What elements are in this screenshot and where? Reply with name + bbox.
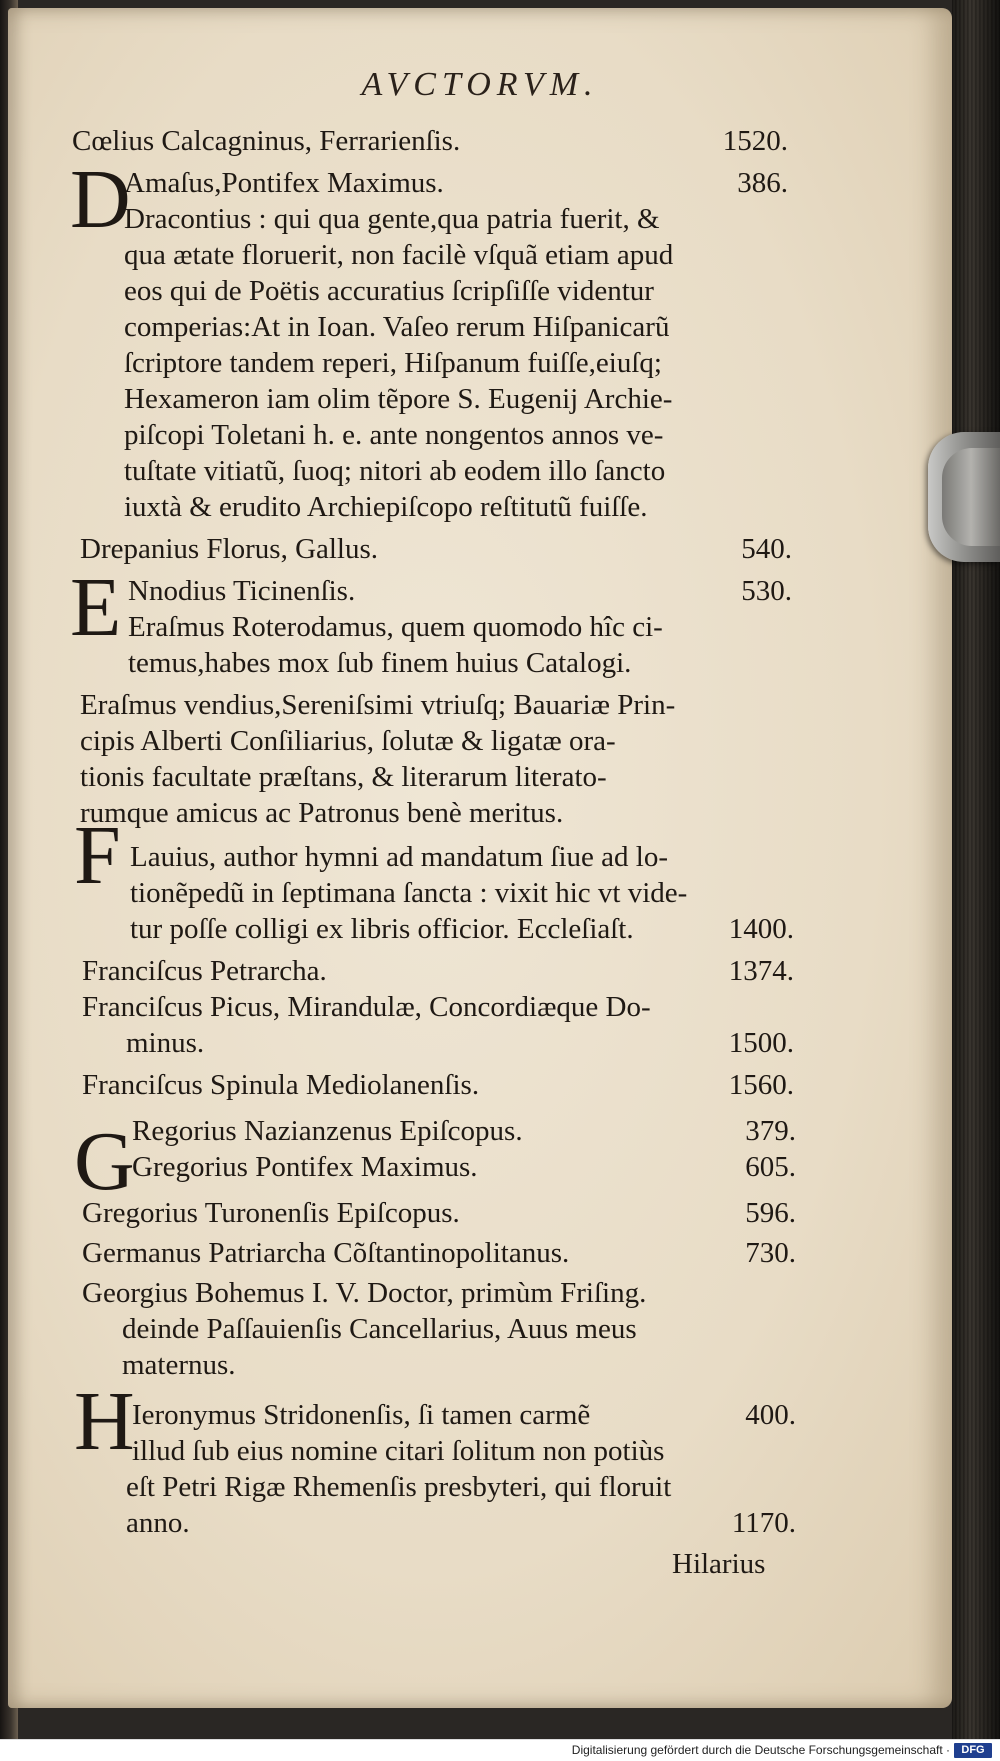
year-number: 400. — [745, 1399, 796, 1431]
dropcap-e: E — [70, 561, 122, 654]
text-line: Dracontius : qui qua gente,qua patria fuerit, & — [124, 203, 660, 235]
year-number: 1500. — [728, 1027, 794, 1059]
text-line: maternus. — [122, 1349, 236, 1381]
year-number: 605. — [745, 1151, 796, 1183]
text-line: eos qui de Poëtis accuratius ſcripſiſſe videntur — [124, 275, 654, 307]
text-line: Cœlius Calcagninus, Ferrarienſis. 1520. — [72, 125, 788, 157]
text-line: Drepanius Florus, Gallus. 540. — [80, 533, 792, 565]
book-fore-edge — [952, 0, 1000, 1740]
text-line: Ieronymus Stridonenſis, ſi tamen carmẽ 400. — [132, 1399, 796, 1431]
text-line: Gregorius Turonenſis Epiſcopus. 596. — [82, 1197, 796, 1229]
year-number: 386. — [737, 167, 788, 199]
text-line: ſcriptore tandem reperi, Hiſpanum fuiſſe,eiuſq; — [124, 347, 662, 379]
text-line: tur poſſe colligi ex libris officior. Eccleſiaſt. 1400. — [130, 913, 794, 945]
text-line: qua ætate floruerit, non facilè vſquã etiam apud — [124, 239, 674, 271]
footer-credit: Digitalisierung gefördert durch die Deutsche Forschungsgemeinschaft · — [571, 1743, 950, 1757]
text-line: Franciſcus Petrarcha. 1374. — [82, 955, 794, 987]
text-line: Amaſus,Pontifex Maximus. 386. — [124, 167, 788, 199]
text-line: Hexameron iam olim tẽpore S. Eugenij Archie- — [124, 383, 673, 415]
text-line: Lauius, author hymni ad mandatum ſiue ad lo- — [130, 841, 668, 873]
year-number: 1560. — [728, 1069, 794, 1101]
page-clip — [928, 432, 1000, 562]
dropcap-f: F — [74, 809, 121, 902]
year-number: 540. — [741, 533, 792, 565]
text-line: tuſtate vitiatũ, ſuoq; nitori ab eodem illo ſancto — [124, 455, 666, 487]
dfg-logo: DFG — [954, 1743, 992, 1758]
text-line: comperias:At in Ioan. Vaſeo rerum Hiſpanicarũ — [124, 311, 670, 343]
year-number: 1400. — [728, 913, 794, 945]
text-line: anno. 1170. — [126, 1507, 796, 1539]
dropcap-h: H — [74, 1375, 135, 1468]
text-line: eſt Petri Rigæ Rhemenſis presbyteri, qui floruit — [126, 1471, 672, 1503]
text-line: iuxtà & erudito Archiepiſcopo reſtitutũ fuiſſe. — [124, 491, 648, 523]
text-line: piſcopi Toletani h. e. ante nongentos annos ve- — [124, 419, 664, 451]
text-line: Franciſcus Picus, Mirandulæ, Concordiæque Do- — [82, 991, 651, 1023]
text-line: Gregorius Pontifex Maximus. 605. — [132, 1151, 796, 1183]
text-line: tionẽpedũ in ſeptimana ſancta : vixit hic vt vide- — [130, 877, 688, 909]
year-number: 596. — [745, 1197, 796, 1229]
text-line: temus,habes mox ſub finem huius Catalogi. — [128, 647, 632, 679]
text-line: minus. 1500. — [126, 1027, 794, 1059]
text-line: rumque amicus ac Patronus benè meritus. — [80, 797, 564, 829]
year-number: 730. — [745, 1237, 796, 1269]
year-number: 1170. — [731, 1507, 796, 1539]
text-line: Georgius Bohemus I. V. Doctor, primùm Friſing. — [82, 1277, 647, 1309]
text-line: tionis facultate præſtans, & literarum literato- — [80, 761, 607, 793]
year-number: 1374. — [728, 955, 794, 987]
text-line: Regorius Nazianzenus Epiſcopus. 379. — [132, 1115, 796, 1147]
year-number: 1520. — [722, 125, 788, 157]
book-page — [8, 8, 952, 1708]
dropcap-g: G — [74, 1115, 135, 1208]
running-heading: AVCTORVM. — [361, 66, 599, 103]
catchword: Hilarius — [672, 1548, 766, 1580]
text-line: cipis Alberti Conſiliarius, ſolutæ & ligatæ ora- — [80, 725, 616, 757]
text-line: deinde Paſſauienſis Cancellarius, Auus meus — [122, 1313, 637, 1345]
year-number: 379. — [745, 1115, 796, 1147]
text-line: Nnodius Ticinenſis. 530. — [128, 575, 792, 607]
dropcap-d: D — [70, 153, 131, 246]
text-line: Franciſcus Spinula Mediolanenſis. 1560. — [82, 1069, 794, 1101]
text-line: Eraſmus Roterodamus, quem quomodo hîc ci- — [128, 611, 663, 643]
year-number: 530. — [741, 575, 792, 607]
footer-bar — [0, 1739, 1000, 1761]
text-line: Eraſmus vendius,Sereniſsimi vtriuſq; Bauariæ Prin- — [80, 689, 676, 721]
text-line: illud ſub eius nomine citari ſolitum non potiùs — [132, 1435, 665, 1467]
text-line: Germanus Patriarcha Cõſtantinopolitanus. 730. — [82, 1237, 796, 1269]
